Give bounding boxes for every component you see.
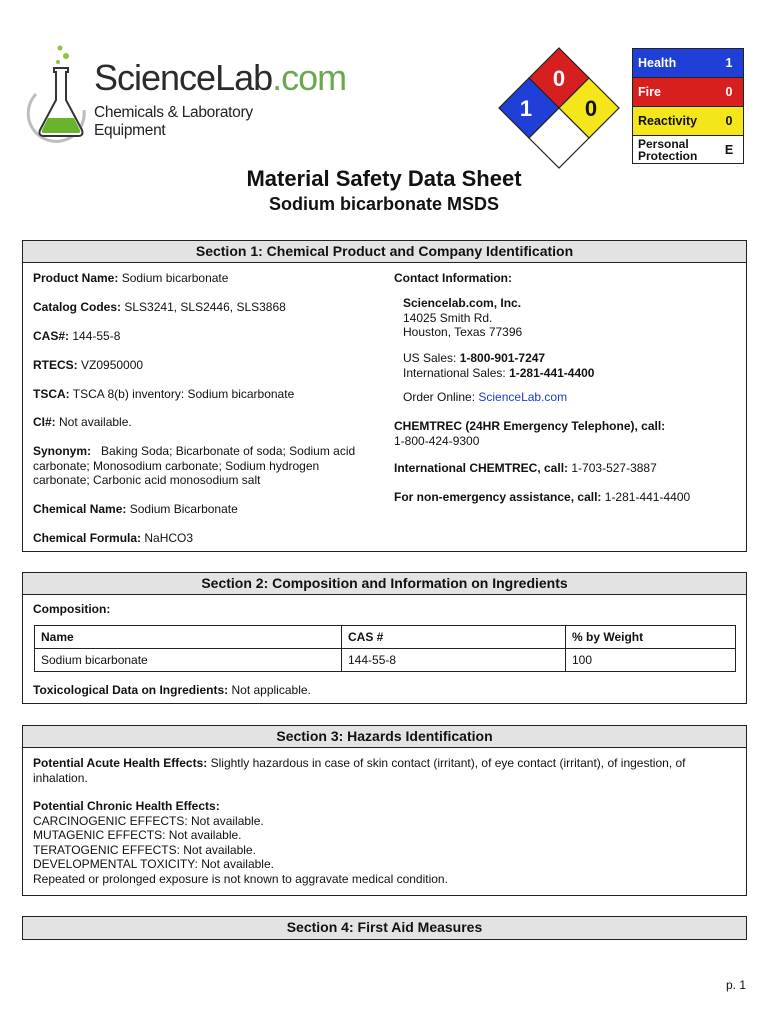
composition-table <box>34 625 736 672</box>
hmis-ppe-row <box>633 136 743 163</box>
flask-icon <box>22 44 94 144</box>
nfpa-fire-value: 0 <box>552 66 566 91</box>
hmis-fire-row <box>633 78 743 107</box>
hmis-ppe-label-line2: Protection <box>638 148 698 163</box>
brand-name: ScienceLab.com <box>94 57 347 98</box>
table-row <box>35 649 736 672</box>
hmis-reactivity-label: Reactivity <box>638 114 698 128</box>
ci-field: CI#: Not available. <box>33 415 132 429</box>
order-online-field: Order Online: ScienceLab.com <box>403 390 568 404</box>
table-header-weight: % by Weight <box>566 626 736 649</box>
intl-chemtrec-field: International CHEMTREC, call: 1-703-527-3887 <box>394 461 657 475</box>
section-3 <box>22 725 747 896</box>
section-1 <box>22 240 747 552</box>
composition-label: Composition: <box>33 602 111 616</box>
brand-tagline: Chemicals & Laboratory Equipment <box>94 104 253 139</box>
toxicological-data-field: Toxicological Data on Ingredients: Not applicable. <box>33 683 311 697</box>
catalog-codes-field: Catalog Codes: SLS3241, SLS2446, SLS3868 <box>33 300 286 314</box>
section-1-heading: Section 1: Chemical Product and Company Identification <box>23 241 746 263</box>
hmis-fire-value: 0 <box>725 85 733 99</box>
chemical-formula-field: Chemical Formula: NaHCO3 <box>33 531 194 545</box>
section-4 <box>22 916 747 940</box>
table-header-cas: CAS # <box>342 626 566 649</box>
nfpa-reactivity-value: 0 <box>584 96 598 121</box>
hmis-reactivity-value: 0 <box>725 114 733 128</box>
table-cell-weight: 100 <box>566 649 736 672</box>
section-3-heading: Section 3: Hazards Identification <box>23 726 746 748</box>
hmis-ppe-label-line1: Personal <box>638 136 689 151</box>
cas-field: CAS#: 144-55-8 <box>33 329 121 343</box>
document-title: Material Safety Data Sheet <box>246 166 522 191</box>
company-address: Sciencelab.com, Inc. 14025 Smith Rd. Houston, Texas 77396 <box>403 296 523 339</box>
chemical-name-field: Chemical Name: Sodium Bicarbonate <box>33 502 238 516</box>
acute-effects-field: Potential Acute Health Effects: Slightly hazardous in case of skin contact (irritant), of eye contact (irritant), of ingestion, of inhalation. <box>33 756 686 785</box>
document-subtitle: Sodium bicarbonate MSDS <box>268 194 500 214</box>
table-header-name: Name <box>35 626 342 649</box>
hmis-ppe-value: E <box>724 142 734 157</box>
non-emergency-field: For non-emergency assistance, call: 1-281-441-4400 <box>394 490 691 504</box>
table-cell-cas: 144-55-8 <box>342 649 566 672</box>
hmis-health-value: 1 <box>725 56 733 70</box>
sales-phones: US Sales: 1-800-901-7247 International Sales: 1-281-441-4400 <box>403 351 595 380</box>
hmis-fire-label: Fire <box>638 85 661 99</box>
sciencelab-logo[interactable] <box>22 44 347 144</box>
order-online-link[interactable]: ScienceLab.com <box>478 390 568 404</box>
hmis-health-label: Health <box>638 56 677 70</box>
hmis-reactivity-row <box>633 107 743 136</box>
hmis-ppe-label <box>633 136 715 163</box>
page-number: p. 1 <box>725 978 746 992</box>
synonym-field: Synonym: Baking Soda; Bicarbonate of soda; Sodium acid carbonate; Monosodium carbonate; Sodium hydrogen carbonate; Carbonic acid monosodium salt <box>33 444 356 487</box>
product-name-field: Product Name: Sodium bicarbonate <box>33 271 229 285</box>
chronic-effects-field: Potential Chronic Health Effects: CARCINOGENIC EFFECTS: Not available. MUTAGENIC EFFECTS: Not available. TERATOGENIC EFFECTS: Not available. DEVELOPMENTAL TOXICITY: Not available. Repeated or prolonged exposure is not known to aggravate medical condition. <box>33 799 448 886</box>
contact-info-label: Contact Information: <box>394 271 512 285</box>
nfpa-health-value: 1 <box>519 96 533 121</box>
hmis-rating-table <box>632 48 744 164</box>
tsca-field: TSCA: TSCA 8(b) inventory: Sodium bicarbonate <box>33 387 295 401</box>
section-4-heading: Section 4: First Aid Measures <box>23 917 746 939</box>
nfpa-diamond <box>497 46 621 170</box>
section-2-heading: Section 2: Composition and Information on Ingredients <box>23 573 746 595</box>
table-cell-name: Sodium bicarbonate <box>35 649 342 672</box>
rtecs-field: RTECS: VZ0950000 <box>33 358 144 372</box>
section-2 <box>22 572 747 704</box>
chemtrec-field: CHEMTREC (24HR Emergency Telephone), call: 1-800-424-9300 <box>394 419 666 448</box>
composition-table-header <box>35 626 736 649</box>
hmis-health-row <box>633 49 743 78</box>
